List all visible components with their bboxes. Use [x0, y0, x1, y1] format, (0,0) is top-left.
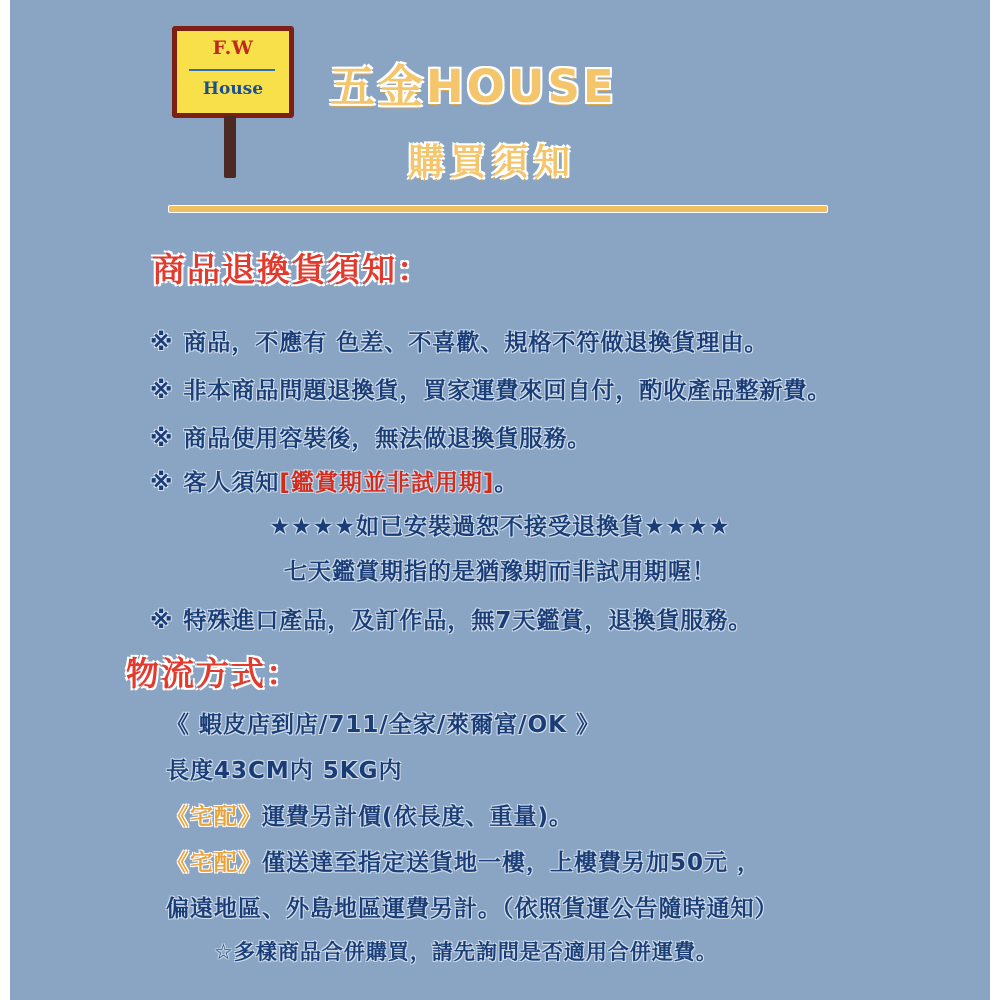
returns-section-heading: 商品退換貨須知：: [152, 250, 432, 289]
shop-logo: [172, 26, 302, 196]
bullet-mark-icon: ※: [150, 470, 174, 496]
logistics-line-1: [166, 706, 600, 739]
return-rule-3: [150, 420, 950, 453]
return-rule-4: [150, 464, 950, 497]
return-rule-1: [150, 324, 950, 357]
logistics-section-heading: 物流方式：: [126, 654, 301, 693]
bullet-mark-icon: ※: [150, 330, 174, 356]
logo-fw-text: F.W: [212, 37, 254, 59]
logo-house-text: House: [202, 79, 264, 99]
return-rule-5: [150, 602, 950, 635]
home-delivery-tag: 《宅配》: [166, 850, 262, 876]
logistics-line-1-text: 《 蝦皮店到店/711/全家/萊爾富/OK 》: [166, 712, 601, 738]
bullet-mark-icon: ※: [150, 608, 174, 634]
logistics-line-5-text: 偏遠地區、外島地區運費另計。（依照貨運公告隨時通知）: [166, 896, 779, 922]
return-rule-2-text: 非本商品問題退換貨，買家運費來回自付，酌收產品整新費。: [183, 378, 832, 404]
customer-notice-suffix: 。: [494, 470, 519, 496]
return-rule-5-text: 特殊進口產品，及訂作品，無7天鑑賞，退換貨服務。: [183, 608, 753, 634]
logistics-line-6: [214, 936, 718, 966]
logistics-line-3: [166, 798, 573, 831]
logo-signpost: [224, 116, 236, 178]
customer-notice-emphasis: [鑑賞期並非試用期]: [279, 470, 495, 496]
bullet-mark-icon: ※: [150, 426, 174, 452]
header-divider: [168, 205, 828, 213]
seven-day-note: 七天鑑賞期指的是猶豫期而非試用期喔！: [284, 559, 716, 585]
return-rule-2: [150, 372, 950, 405]
bullet-mark-icon: ※: [150, 378, 174, 404]
logistics-line-4-text: 僅送達至指定送貨地一樓，上樓費另加50元 ，: [262, 850, 762, 876]
customer-notice-prefix: 客人須知: [183, 470, 280, 496]
home-delivery-tag: 《宅配》: [166, 804, 262, 830]
header: [0, 18, 1000, 208]
right-margin: [990, 0, 1000, 1000]
logistics-line-6-text: ☆多樣商品合併購買，請先詢問是否適用合併運費。: [214, 940, 718, 964]
logo-signboard: [172, 26, 294, 118]
page-subtitle: 購買須知: [408, 142, 577, 183]
logo-divider-line: [189, 69, 275, 71]
return-rule-3-text: 商品使用容裝後，無法做退換貨服務。: [183, 426, 592, 452]
logistics-line-3-text: 運費另計價(依長度、重量)。: [262, 804, 574, 830]
logistics-line-2-text: 長度43CM内 5KG内: [166, 758, 403, 784]
logistics-line-2: [166, 752, 403, 785]
installed-no-return-note: ★★★★如已安裝過恕不接受退換貨★★★★: [269, 514, 731, 540]
return-rule-1-text: 商品，不應有 色差、不喜歡、規格不符做退換貨理由。: [183, 330, 769, 356]
logistics-line-5: [166, 890, 779, 923]
logistics-line-4: [166, 844, 761, 877]
page-title: 五金HOUSE: [330, 60, 617, 113]
left-margin: [0, 0, 10, 1000]
